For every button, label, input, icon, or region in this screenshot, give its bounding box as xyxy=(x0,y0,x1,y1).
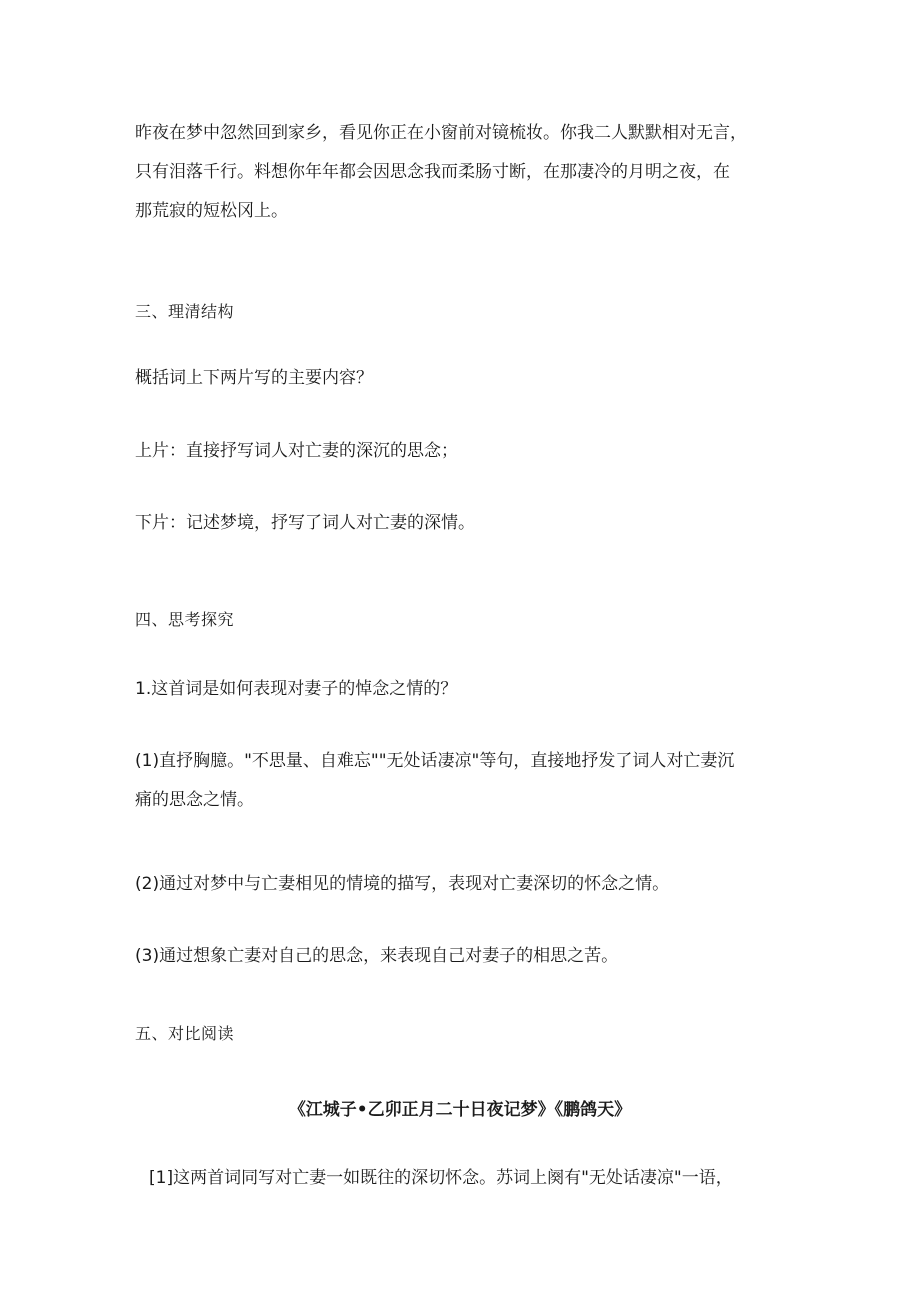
comparison-title: 《江城子•乙卯正月二十日夜记梦》《鹏鸽天》 xyxy=(288,1100,632,1120)
section-3-heading: 三、理清结构 xyxy=(135,302,235,321)
answer-point-2: (2)通过对梦中与亡妻相见的情境的描写，表现对亡妻深切的怀念之情。 xyxy=(135,874,670,894)
answer-point-1-line-2: 痛的思念之情。 xyxy=(135,790,254,810)
dream-line-1: 昨夜在梦中忽然回到家乡，看见你正在小窗前对镜梳妆。你我二人默默相对无言， xyxy=(135,123,747,143)
dream-line-3: 那荒寂的短松冈上。 xyxy=(135,201,288,221)
exploration-question: 1.这首词是如何表现对妻子的悼念之情的？ xyxy=(135,679,458,699)
comparison-paragraph-1: [1]这两首词同写对亡妻一如既往的深切怀念。苏词上阕有"无处话凄凉"一语， xyxy=(149,1168,733,1188)
dream-line-2: 只有泪落千行。料想你年年都会因思念我而柔肠寸断，在那凄冷的月明之夜，在 xyxy=(135,162,730,182)
dream-paragraph xyxy=(135,121,795,224)
section-4-heading: 四、思考探究 xyxy=(135,610,235,629)
structure-question: 概括词上下两片写的主要内容？ xyxy=(135,368,373,388)
answer-point-1 xyxy=(135,749,795,813)
lower-part-summary: 下片：记述梦境，抒写了词人对亡妻的深情。 xyxy=(135,513,475,533)
section-5-heading: 五、对比阅读 xyxy=(135,1024,235,1043)
upper-part-summary: 上片：直接抒写词人对亡妻的深沉的思念； xyxy=(135,441,458,461)
answer-point-1-line-1: (1)直抒胸臆。"不思量、自难忘""无处话凄凉"等句，直接地抒发了词人对亡妻沉 xyxy=(135,751,735,771)
answer-point-3: (3)通过想象亡妻对自己的思念，来表现自己对妻子的相思之苦。 xyxy=(135,946,619,966)
